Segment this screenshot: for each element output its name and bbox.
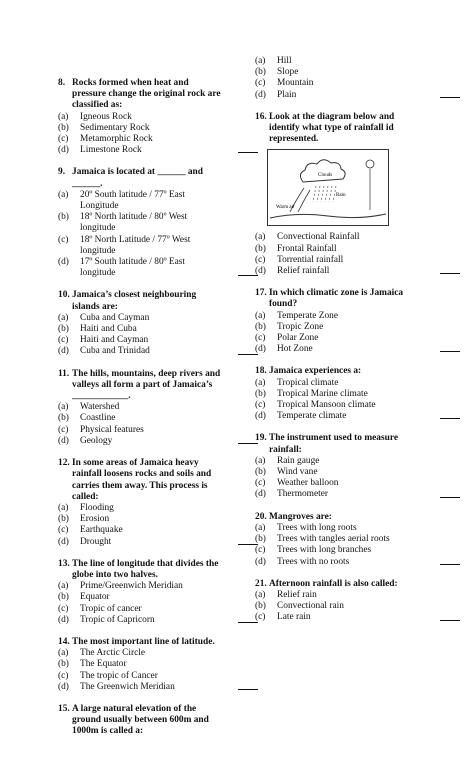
question-text: A large natural elevation of the ground usually between 600m and 1000m is called a:: [72, 703, 209, 737]
option-text: Limestone Rock: [80, 145, 142, 156]
answer-option: [58, 123, 258, 134]
answer-option: [255, 56, 460, 67]
option-text: The Greenwich Meridian: [80, 681, 175, 692]
answer-option: [255, 411, 460, 422]
option-letter: (c): [58, 424, 69, 435]
question-stem: [255, 579, 460, 590]
rain-drop-line: [321, 186, 324, 202]
question-number: 8.: [58, 78, 66, 88]
option-text: Trees with long branches: [277, 545, 372, 556]
question-stem: [58, 559, 258, 581]
diagram-label-clouds: Clouds: [318, 173, 333, 179]
answer-option: [255, 601, 460, 612]
option-text: Metamorphic Rock: [80, 134, 153, 145]
option-letter: (d): [255, 89, 266, 100]
option-text: 18º North Latitude / 77º West longitude: [80, 234, 191, 256]
option-letter: (c): [255, 478, 266, 489]
answer-blank[interactable]: [440, 263, 460, 274]
question-13: [58, 559, 258, 626]
question-10: [58, 290, 258, 357]
question-17: [255, 288, 460, 355]
rising-air-arrow: [298, 190, 310, 212]
question-text: Afternoon rainfall is also called:: [269, 578, 398, 589]
answer-option: [255, 478, 460, 489]
diagram-label-rain: Rain: [336, 193, 346, 199]
option-letter: (b): [58, 413, 69, 424]
option-letter: (a): [58, 312, 69, 323]
option-text: Geology: [80, 435, 113, 446]
option-letter: (c): [58, 525, 69, 536]
question-number: 9.: [58, 167, 66, 178]
option-letter: (b): [58, 592, 69, 603]
question-stem: [58, 704, 258, 738]
question-number: 16.: [255, 111, 267, 122]
answer-option: [58, 313, 258, 324]
rainfall-diagram-svg: [268, 150, 388, 225]
question-number: 18.: [255, 366, 267, 377]
rain-drop-line: [325, 186, 328, 202]
option-letter: (b): [255, 243, 266, 254]
option-letter: (a): [255, 377, 266, 388]
option-letter: (a): [58, 581, 69, 592]
question-text: In which climatic zone is Jamaica found?: [269, 288, 404, 310]
question-16: [255, 112, 460, 277]
option-letter: (d): [255, 266, 266, 277]
question-text: Mangroves are:: [269, 511, 332, 522]
option-letter: (d): [58, 681, 69, 692]
question-21: [255, 579, 460, 624]
answer-option: [58, 514, 258, 525]
option-letter: (d): [58, 145, 69, 156]
option-letter: (c): [255, 333, 266, 344]
question-stem: [255, 433, 460, 455]
question-number: 12.: [58, 458, 70, 469]
answer-option: [255, 456, 460, 467]
answer-option: [255, 232, 460, 243]
option-letter: (a): [255, 522, 266, 533]
option-letter: (c): [58, 234, 69, 245]
option-letter: (c): [58, 603, 69, 614]
answer-option: [58, 212, 258, 234]
question-stem: [255, 366, 460, 377]
answer-option: [58, 537, 258, 548]
answer-option: [58, 503, 258, 514]
option-text: Coastline: [80, 413, 116, 424]
option-letter: (d): [58, 346, 69, 357]
question-text: Look at the diagram below and identify what type of rainfall id represented.: [269, 111, 395, 145]
answer-option: [255, 322, 460, 333]
question-text: The line of longitude that divides the globe into two halves.: [72, 558, 219, 580]
answer-option: [58, 525, 258, 536]
answer-option: [58, 346, 258, 357]
question-19: [255, 433, 460, 500]
option-letter: (b): [255, 388, 266, 399]
option-text: Tropical Mansoon climate: [277, 400, 376, 411]
option-text: Prime/Greenwich Meridian: [80, 581, 183, 592]
answer-option: [255, 67, 460, 78]
answer-option: [58, 402, 258, 413]
rainfall-diagram: [267, 149, 389, 226]
answer-option: [58, 682, 258, 693]
answer-blank[interactable]: [440, 341, 460, 352]
option-letter: (a): [58, 402, 69, 413]
option-text: Igneous Rock: [80, 111, 132, 122]
question-text: The hills, mountains, deep rivers and valleys all form a part of Jamaica’s ____________.: [72, 368, 221, 402]
option-text: Hot Zone: [277, 344, 313, 355]
rain-drop-line: [313, 186, 316, 202]
option-text: Relief rainfall: [277, 266, 330, 277]
answer-option: [255, 311, 460, 322]
option-text: Thermometer: [277, 489, 329, 500]
answer-option: [58, 145, 258, 156]
question-stem: [58, 637, 258, 648]
answer-option: [255, 378, 460, 389]
option-text: Watershed: [80, 402, 120, 413]
option-text: Tropic of cancer: [80, 603, 142, 614]
option-text: The Arctic Circle: [80, 648, 146, 659]
answer-option: [255, 90, 460, 101]
option-text: Tropical Marine climate: [277, 388, 368, 399]
question-stem: [255, 512, 460, 523]
option-letter: (b): [255, 321, 266, 332]
option-letter: (a): [58, 189, 69, 200]
option-text: Tropic of Capricorn: [80, 614, 155, 625]
question-text: The most important line of latitude.: [72, 636, 215, 647]
question-number: 21.: [255, 578, 267, 589]
option-letter: (d): [255, 411, 266, 422]
answer-option: [255, 78, 460, 89]
sun-icon: [366, 160, 374, 168]
option-letter: (a): [58, 502, 69, 513]
option-letter: (d): [58, 257, 69, 268]
answer-option: [58, 436, 258, 447]
question-number: 13.: [58, 558, 70, 569]
option-text: Plain: [277, 89, 297, 100]
option-letter: (a): [255, 589, 266, 600]
option-text: Weather balloon: [277, 478, 339, 489]
question-number: 17.: [255, 288, 267, 299]
option-letter: (a): [58, 648, 69, 659]
option-letter: (d): [255, 489, 266, 500]
left-column: [58, 78, 258, 749]
option-text: The tropic of Cancer: [80, 670, 158, 681]
option-letter: (a): [58, 111, 69, 122]
option-text: Torrential rainfall: [277, 254, 344, 265]
option-text: Flooding: [80, 502, 114, 513]
option-text: Convectional rain: [277, 601, 344, 612]
option-letter: (a): [255, 232, 266, 243]
answer-blank[interactable]: [440, 408, 460, 419]
option-letter: (b): [58, 122, 69, 133]
answer-option: [58, 257, 258, 279]
answer-option: [255, 545, 460, 556]
option-text: Tropical climate: [277, 377, 339, 388]
option-letter: (d): [255, 556, 266, 567]
option-text: Erosion: [80, 514, 110, 525]
option-text: 20º South latitude / 77º East Longitude: [80, 189, 186, 212]
answer-option: [58, 190, 258, 212]
option-letter: (d): [255, 344, 266, 355]
option-text: Trees with tangles aerial roots: [277, 534, 390, 545]
question-stem: [58, 78, 258, 112]
option-letter: (c): [58, 134, 69, 145]
question-text: Jamaica is located at ______ and ______.: [72, 167, 203, 189]
rain-drop-line: [317, 186, 320, 202]
diagram-label-warm-air: Warm air: [276, 205, 295, 211]
option-text: Sedimentary Rock: [80, 122, 150, 133]
answer-option: [58, 648, 258, 659]
question-number: 10.: [58, 290, 70, 301]
answer-option: [255, 590, 460, 601]
answer-option: [58, 604, 258, 615]
answer-option: [58, 671, 258, 682]
cloud-shape: [300, 160, 345, 182]
answer-option: [255, 534, 460, 545]
option-letter: (c): [255, 78, 266, 89]
option-text: Equator: [80, 592, 110, 603]
answer-option: [58, 335, 258, 346]
question-number: 14.: [58, 636, 70, 647]
option-letter: (b): [58, 659, 69, 670]
answer-option: [58, 581, 258, 592]
question-cont: [255, 56, 460, 101]
question-11: [58, 369, 258, 447]
option-text: 18º North latitude / 80º West longitude: [80, 212, 188, 234]
option-letter: (a): [255, 56, 266, 66]
answer-option: [58, 425, 258, 436]
question-18: [255, 366, 460, 422]
question-12: [58, 458, 258, 548]
option-letter: (b): [58, 324, 69, 335]
answer-option: [255, 557, 460, 568]
question-text: In some areas of Jamaica heavy rainfall loosens rocks and soils and carries them away. This process is called:: [72, 458, 212, 502]
option-letter: (d): [58, 614, 69, 625]
answer-option: [58, 659, 258, 670]
answer-option: [58, 134, 258, 145]
option-text: Hill: [277, 56, 292, 66]
answer-blank[interactable]: [238, 679, 258, 690]
option-letter: (c): [58, 670, 69, 681]
option-text: Earthquake: [80, 525, 123, 536]
question-stem: [58, 369, 258, 403]
option-letter: (c): [255, 545, 266, 556]
question-stem: [255, 112, 460, 146]
option-text: Temperate climate: [277, 411, 347, 422]
answer-option: [58, 413, 258, 424]
question-9: [58, 167, 258, 279]
answer-blank[interactable]: [440, 87, 460, 98]
answer-option: [255, 467, 460, 478]
question-20: [255, 512, 460, 568]
option-letter: (b): [255, 601, 266, 612]
option-letter: (a): [255, 310, 266, 321]
option-text: The Equator: [80, 659, 127, 670]
option-text: Haiti and Cuba: [80, 324, 137, 335]
option-text: Cuba and Trinidad: [80, 346, 150, 357]
question-14: [58, 637, 258, 693]
option-text: Frontal Rainfall: [277, 243, 337, 254]
option-text: Wind vane: [277, 467, 318, 478]
answer-option: [255, 266, 460, 277]
question-text: Jamaica experiences a:: [269, 366, 362, 377]
option-letter: (b): [255, 534, 266, 545]
answer-option: [58, 112, 258, 123]
option-text: Trees with long roots: [277, 522, 357, 533]
question-number: 11.: [58, 368, 70, 379]
answer-option: [255, 244, 460, 255]
option-text: Slope: [277, 67, 299, 78]
question-text: Rocks formed when heat and pressure change the original rock are classified as:: [72, 78, 221, 111]
question-number: 19.: [255, 433, 267, 444]
question-number: 15.: [58, 703, 70, 714]
option-text: 17º South latitude / 80º East longitude: [80, 257, 186, 279]
option-text: Temperate Zone: [277, 310, 339, 321]
answer-option: [255, 612, 460, 623]
question-stem: [255, 288, 460, 310]
option-text: Mountain: [277, 78, 314, 89]
answer-blank[interactable]: [440, 609, 460, 620]
option-letter: (b): [58, 514, 69, 525]
option-letter: (b): [58, 212, 69, 223]
answer-option: [255, 400, 460, 411]
answer-option: [58, 235, 258, 257]
option-text: Relief rain: [277, 589, 317, 600]
option-text: Tropic Zone: [277, 321, 324, 332]
option-text: Trees with no roots: [277, 556, 350, 567]
option-text: Drought: [80, 536, 112, 547]
question-8: [58, 78, 258, 156]
answer-option: [255, 389, 460, 400]
question-stem: [58, 167, 258, 189]
question-15: [58, 704, 258, 738]
ground-line: [270, 214, 386, 218]
answer-option: [255, 333, 460, 344]
option-text: Cuba and Cayman: [80, 312, 150, 323]
option-text: Rain gauge: [277, 455, 320, 466]
question-stem: [58, 290, 258, 312]
option-letter: (a): [255, 455, 266, 466]
option-letter: (b): [255, 67, 266, 78]
option-text: Physical features: [80, 424, 144, 435]
answer-option: [58, 592, 258, 603]
option-letter: (d): [58, 435, 69, 446]
question-text: The instrument used to measure rainfall:: [269, 433, 398, 455]
option-letter: (c): [255, 400, 266, 411]
question-text: Jamaica’s closest neighbouring islands are:: [72, 290, 197, 312]
option-text: Convectional Rainfall: [277, 232, 360, 243]
answer-option: [255, 523, 460, 534]
option-text: Polar Zone: [277, 333, 319, 344]
answer-option: [255, 489, 460, 500]
answer-option: [58, 615, 258, 626]
option-letter: (c): [255, 612, 266, 623]
answer-blank[interactable]: [440, 554, 460, 565]
answer-option: [255, 344, 460, 355]
option-letter: (d): [58, 536, 69, 547]
option-letter: (c): [255, 254, 266, 265]
right-column: [255, 56, 460, 635]
option-text: Late rain: [277, 612, 311, 623]
rain-drop-line: [329, 186, 332, 202]
question-stem: [58, 458, 258, 503]
answer-option: [58, 324, 258, 335]
question-number: 20.: [255, 511, 267, 522]
answer-blank[interactable]: [440, 486, 460, 497]
option-letter: (b): [255, 467, 266, 478]
option-text: Haiti and Cayman: [80, 335, 149, 346]
answer-option: [255, 255, 460, 266]
option-letter: (c): [58, 335, 69, 346]
